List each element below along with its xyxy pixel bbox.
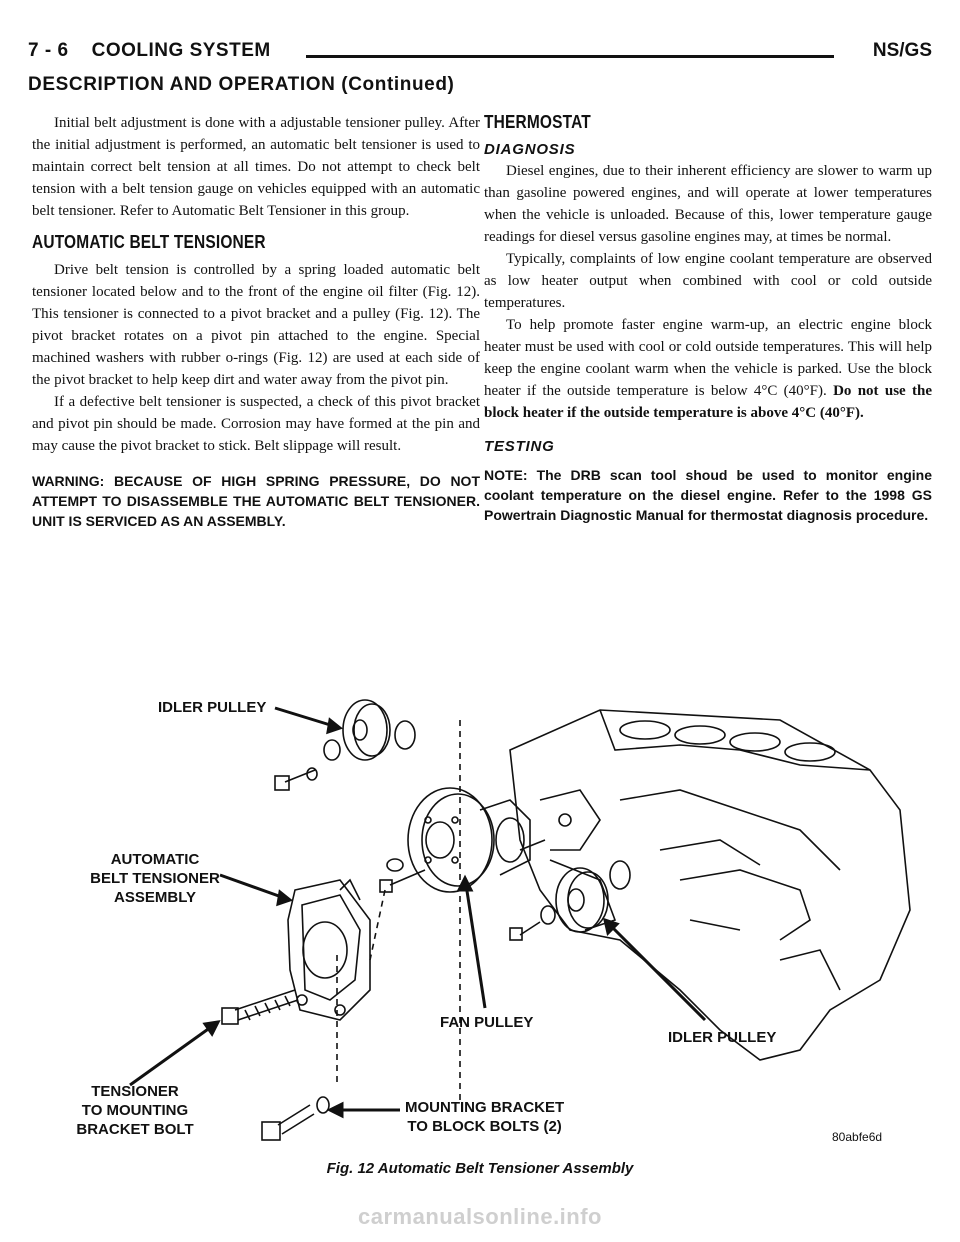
page-section-title: 7 - 6 COOLING SYSTEM bbox=[28, 40, 271, 61]
left-column bbox=[32, 112, 480, 531]
tensioner-paragraph-2: If a defective belt tensioner is suspected, a check of this pivot bracket and pivot pin should be made. Corrosion may have formed at the pin and may cause the pivot bracket to stick. Belt slippage will result. bbox=[32, 394, 480, 454]
intro-paragraph: Initial belt adjustment is done with a adjustable tensioner pulley. After the initial adjustment is performed, an automatic belt tensioner is used to maintain correct belt tension at all times. Do not attempt to check belt tension with a belt tension gauge on vehicles equipped with an automatic belt tensioner. Refer to Automatic Belt Tensioner in this group. bbox=[32, 115, 480, 219]
diagnosis-paragraph-3 bbox=[484, 314, 932, 424]
model-code: NS/GS bbox=[872, 40, 932, 61]
label-automatic-tensioner-line3: ASSEMBLY bbox=[114, 889, 196, 906]
engine-block-drawing bbox=[510, 710, 910, 1060]
label-tensioner-bolt-line3: BRACKET BOLT bbox=[76, 1121, 194, 1138]
label-mounting-bracket-line1: MOUNTING BRACKET bbox=[405, 1099, 565, 1116]
right-column bbox=[484, 112, 932, 525]
diagnosis-paragraph-1: Diesel engines, due to their inherent efficiency are slower to warm up than gasoline powered engines, and will operate at lower temperatures when the vehicle is unloaded. Because of this, lower temperature gauge readings for diesel versus gasoline engines may, at times be normal. bbox=[484, 163, 932, 245]
figure-belt-tensioner bbox=[40, 690, 920, 1160]
section-heading-thermostat: THERMOSTAT bbox=[484, 112, 591, 132]
label-tensioner-bolt bbox=[60, 1082, 210, 1139]
label-idler-pulley-top: IDLER PULLEY bbox=[158, 699, 267, 716]
label-fan-pulley: FAN PULLEY bbox=[440, 1014, 534, 1031]
fan-pulley-drawing bbox=[408, 788, 530, 892]
section-heading-tensioner: AUTOMATIC BELT TENSIONER bbox=[32, 232, 266, 252]
diagnosis-paragraph-3-bold: Do not use the block heater if the outside temperature is above 4°C (40°F). bbox=[484, 383, 932, 421]
watermark: carmanualsonline.info bbox=[358, 1204, 602, 1229]
label-tensioner-bolt-line1: TENSIONER bbox=[91, 1083, 179, 1100]
label-automatic-tensioner-line2: BELT TENSIONER bbox=[90, 870, 220, 887]
label-mounting-bracket-bolts bbox=[405, 1098, 564, 1136]
tensioner-bolt-drawing bbox=[222, 990, 298, 1024]
diagnosis-paragraph-3-text: To help promote faster engine warm-up, an electric engine block heater must be used with cool or cold outside temperatures. This will help keep the engine coolant warm when the vehicle is parked. Use the block heater if the outside temperature is below 4°C (40°F). bbox=[484, 317, 932, 399]
figure-caption: Fig. 12 Automatic Belt Tensioner Assembly bbox=[326, 1160, 634, 1177]
figure-id: 80abfe6d bbox=[832, 1130, 883, 1144]
note-text: NOTE: The DRB scan tool shoud be used to monitor engine coolant temperature on the diesel engine. Refer to the 1998 GS Powertrain Diagnostic Manual for thermostat diagnosis procedure. bbox=[484, 467, 932, 523]
subheading-diagnosis: DIAGNOSIS bbox=[484, 141, 576, 158]
subheading-testing: TESTING bbox=[484, 438, 555, 455]
warning-text: WARNING: BECAUSE OF HIGH SPRING PRESSURE, DO NOT ATTEMPT TO DISASSEMBLE THE AUTOMATIC BELT TENSIONER. UNIT IS SERVICED AS AN ASSEMBLY. bbox=[32, 473, 480, 529]
label-automatic-tensioner bbox=[80, 850, 230, 907]
leader-arrows bbox=[130, 708, 705, 1116]
continued-heading: DESCRIPTION AND OPERATION (Continued) bbox=[28, 74, 455, 95]
tensioner-assembly-drawing bbox=[288, 859, 403, 1020]
label-idler-pulley-bottom: IDLER PULLEY bbox=[668, 1029, 777, 1046]
mounting-bolt-drawing bbox=[262, 720, 545, 1140]
page-header bbox=[28, 40, 932, 70]
label-mounting-bracket-line2: TO BLOCK BOLTS (2) bbox=[407, 1118, 562, 1135]
header-rule bbox=[306, 55, 834, 58]
label-tensioner-bolt-line2: TO MOUNTING bbox=[81, 1102, 189, 1119]
label-automatic-tensioner-line1: AUTOMATIC bbox=[110, 851, 200, 868]
diagnosis-paragraph-2: Typically, complaints of low engine coolant temperature are observed as low heater output when combined with cool or cold outside temperatures. bbox=[484, 251, 932, 311]
tensioner-paragraph-1: Drive belt tension is controlled by a spring loaded automatic belt tensioner located below and to the front of the engine oil filter (Fig. 12). This tensioner is connected to a pivot bracket and a pulley (Fig. 12). The pivot bracket rotates on a pivot pin attached to the engine. Special machined washers with rubber o-rings (Fig. 12) are used at each side of the pivot bracket to help keep dirt and water away from the pivot pin. bbox=[32, 262, 480, 388]
